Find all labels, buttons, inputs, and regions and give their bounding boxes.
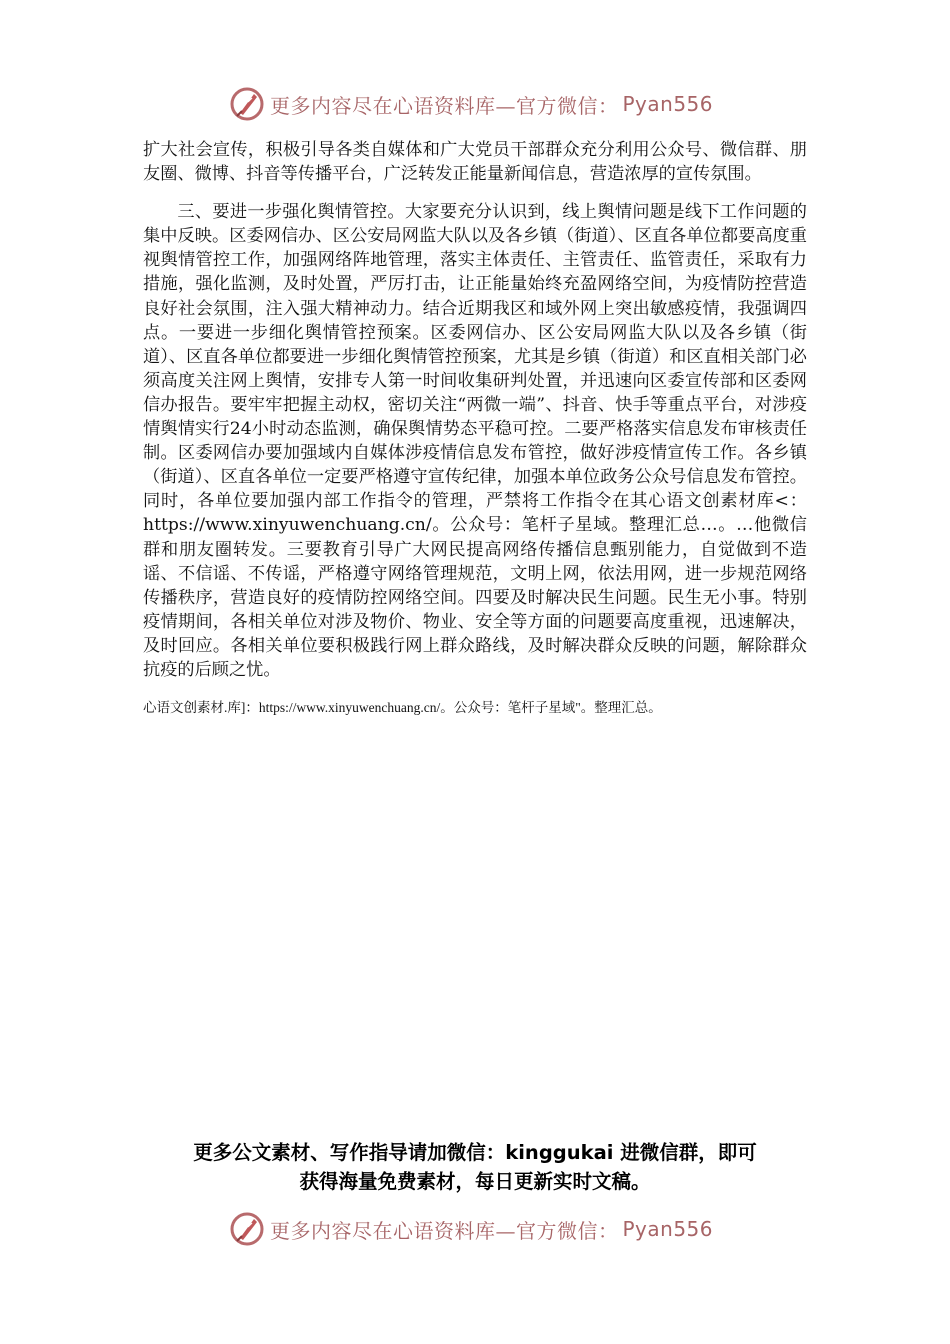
source-footnote: 心语文创素材.库]：https://www.xinyuwenchuang.cn/。公众号：笔杆子星域"。整理汇总。 [143, 700, 662, 716]
banner-wechat-id: Pyan556 [622, 92, 714, 116]
banner-wechat-id: Pyan556 [622, 1217, 714, 1241]
quill-logo-icon [228, 1210, 266, 1248]
banner-slogan: 更多内容尽在心语资料库—官方微信： [270, 93, 619, 118]
quill-logo-icon [228, 85, 266, 123]
promo-line-1: 更多公文素材、写作指导请加微信：kinggukai 进微信群，即可 [193, 1141, 757, 1164]
promo-line-2: 获得海量免费素材，每日更新实时文稿。 [299, 1170, 651, 1193]
banner-slogan: 更多内容尽在心语资料库—官方微信： [270, 1218, 619, 1243]
header-banner [228, 84, 728, 124]
article-body [143, 138, 807, 718]
footer-banner [228, 1209, 728, 1249]
paragraph-1: 扩大社会宣传，积极引导各类自媒体和广大党员干部群众充分利用公众号、微信群、朋友圈、微博、抖音等传播平台，广泛转发正能量新闻信息，营造浓厚的宣传氛围。 [143, 140, 807, 185]
paragraph-2: 三、要进一步强化舆情管控。大家要充分认识到，线上舆情问题是线下工作问题的集中反映。区委网信办、区公安局网监大队以及各乡镇（街道）、区直各单位都要高度重视舆情管控工作，加强网络阵地管理，落实主体责任、主管责任、监管责任，采取有力措施，强化监测，及时处置，严厉打击，让正能量始终充盈网络空间，为疫情防控营造良好社会氛围，注入强大精神动力。结合近期我区和域外网上突出敏感疫情，我强调四点。一要进一步细化舆情管控预案。区委网信办、区公安局网监大队以及各乡镇（街道）、区直各单位都要进一步细化舆情管控预案，尤其是乡镇（街道）和区直相关部门必须高度关注网上舆情，安排专人第一时间收集研判处置，并迅速向区委宣传部和区委网信办报告。要牢牢把握主动权，密切关注“两微一端”、抖音、快手等重点平台，对涉疫情舆情实行24小时动态监测，确保舆情势态平稳可控。二要严格落实信息发布审核责任制。区委网信办要加强域内自媒体涉疫情信息发布管控，做好涉疫情宣传工作。各乡镇（街道）、区直各单位一定要严格遵守宣传纪律，加强本单位政务公众号信息发布管控。同时，各单位要加强内部工作指令的管理，严禁将工作指令在其心语文创素材库<：https://www.xinyuwenchuang.cn/。公众号：笔杆子星域。整理汇总…。…他微信群和朋友圈转发。三要教育引导广大网民提高网络传播信息甄别能力，自觉做到不造谣、不信谣、不传谣，严格遵守网络管理规范，文明上网，依法用网，进一步规范网络传播秩序，营造良好的疫情防控网络空间。四要及时解决民生问题。民生无小事。特别疫情期间，各相关单位对涉及物价、物业、安全等方面的问题要高度重视，迅速解决，及时回应。各相关单位要积极践行网上群众路线，及时解决群众反映的问题，解除群众抗疫的后顾之忧。 [143, 202, 807, 680]
promo-notice [100, 1138, 850, 1196]
